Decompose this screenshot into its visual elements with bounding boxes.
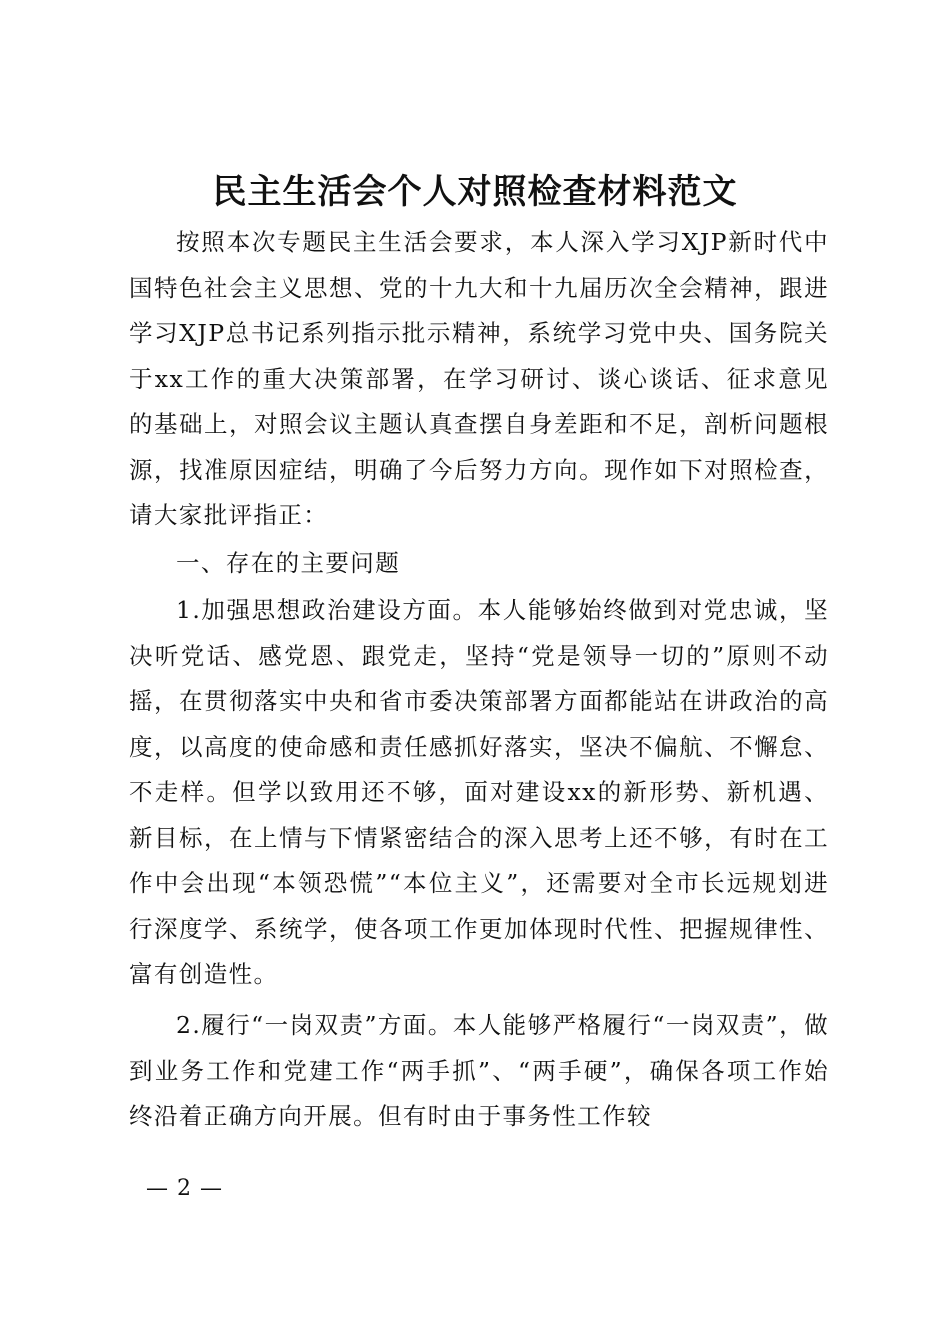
section-heading: 一、存在的主要问题: [176, 549, 401, 577]
page-number: — 2 —: [146, 1176, 223, 1201]
problem-item-2: 2.履行“一岗双责”方面。本人能够严格履行“一岗双责”，做到业务工作和党建工作“两手抓”、“两手硬”，确保各项工作始终沿着正确方向开展。但有时由于事务性工作较: [129, 1011, 829, 1130]
problem-item-1: 1.加强思想政治建设方面。本人能够始终做到对党忠诚，坚决听党话、感党恩、跟党走，坚持“党是领导一切的”原则不动摇，在贯彻落实中央和省市委决策部署方面都能站在讲政治的高度，以高度的使命感和责任感抓好落实，坚决不偏航、不懈怠、不走样。但学以致用还不够，面对建设xx的新形势、新机遇、新目标，在上情与下情紧密结合的深入思考上还不够，有时在工作中会出现“本领恐慌”“本位主义”，还需要对全市长远规划进行深度学、系统学，使各项工作更加体现时代性、把握规律性、富有创造性。: [129, 596, 829, 988]
document-title: 民主生活会个人对照检查材料范文: [212, 172, 738, 212]
intro-paragraph: 按照本次专题民主生活会要求，本人深入学习XJP新时代中国特色社会主义思想、党的十九大和十九届历次全会精神，跟进学习XJP总书记系列指示批示精神，系统学习党中央、国务院关于xx工作的重大决策部署，在学习研讨、谈心谈话、征求意见的基础上，对照会议主题认真查摆自身差距和不足，剖析问题根源，找准原因症结，明确了今后努力方向。现作如下对照检查，请大家批评指正：: [129, 228, 829, 529]
